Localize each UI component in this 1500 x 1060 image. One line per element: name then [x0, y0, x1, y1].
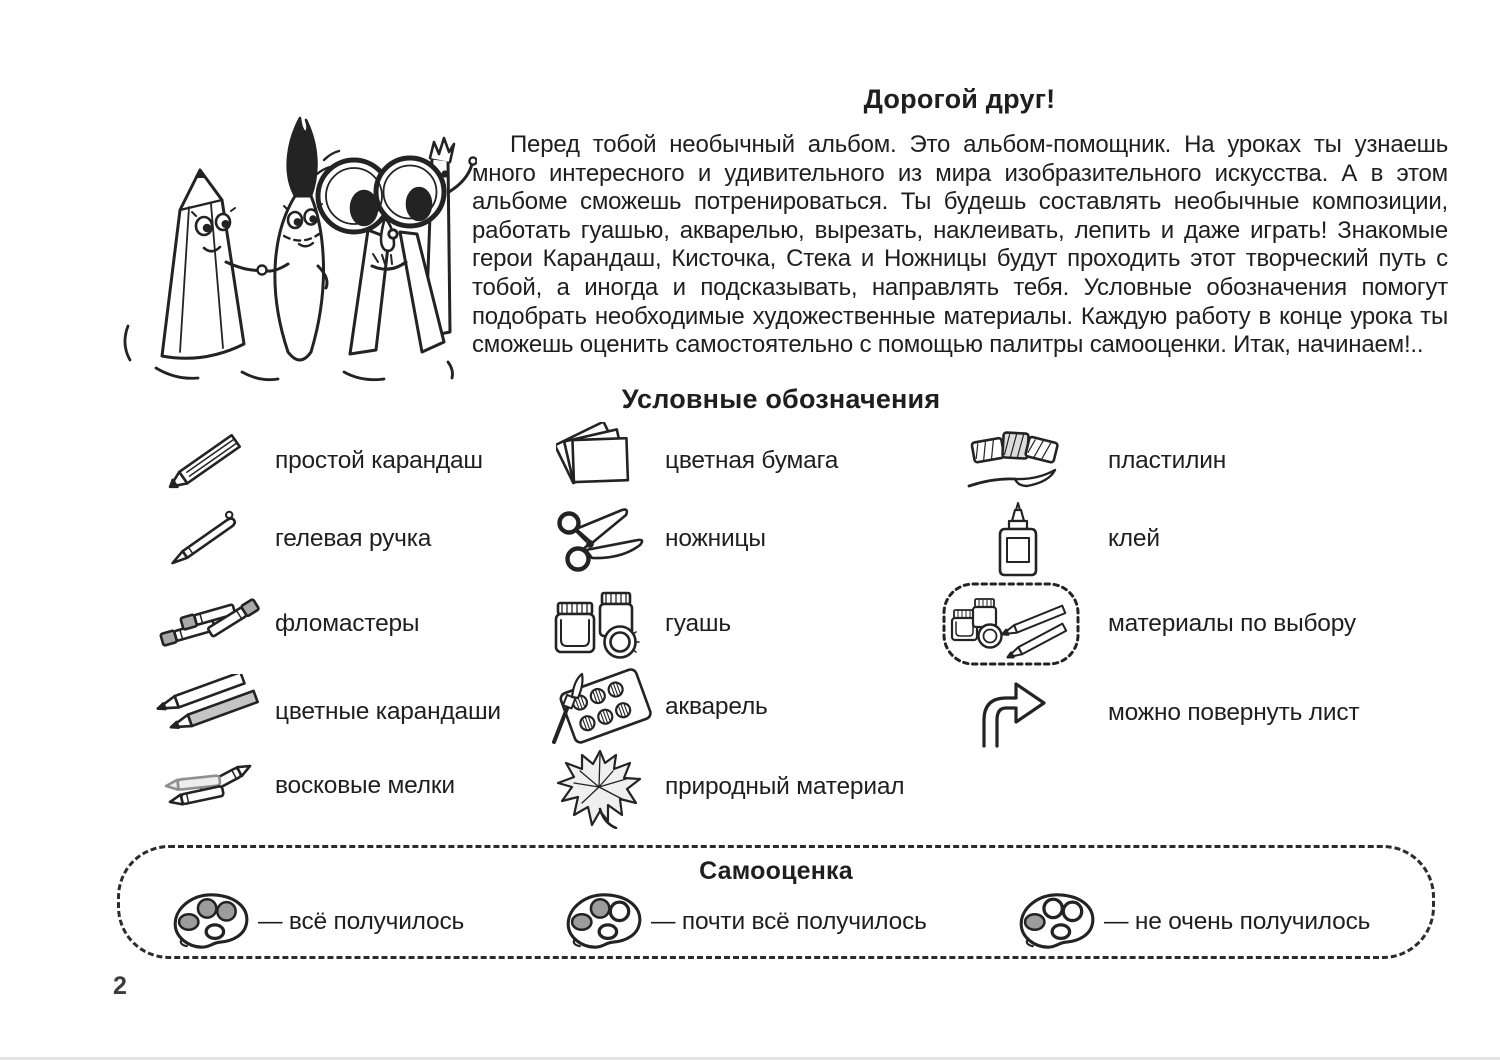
- legend-item-label: фломастеры: [275, 610, 420, 637]
- legend-item-label: материалы по выбору: [1108, 610, 1356, 637]
- legend-icon-cell: [160, 504, 255, 574]
- rotate-sheet-icon: [976, 678, 1048, 748]
- self-assessment-label: — почти всё получилось: [651, 908, 927, 935]
- colored-paper-icon: [556, 422, 644, 500]
- legend-icon-cell: [152, 752, 262, 820]
- brush-character: [258, 118, 328, 360]
- legend-icon-cell: [992, 500, 1044, 578]
- legend-icon-cell: [552, 745, 647, 829]
- legend-icon-cell: [152, 584, 264, 664]
- legend-icon-cell: [160, 425, 255, 497]
- legend-icon-cell: [941, 580, 1081, 668]
- legend-item-label: акварель: [665, 693, 768, 720]
- legend-icon-cell: [556, 422, 644, 500]
- legend-icon-cell: [548, 668, 653, 746]
- legend-icon-cell: [148, 674, 266, 750]
- characters-illustration-drawing: [92, 78, 477, 386]
- markers-icon: [152, 584, 264, 664]
- legend-item-label: простой карандаш: [275, 447, 483, 474]
- pencil-icon: [160, 425, 255, 497]
- legend-item-label: цветные карандаши: [275, 698, 501, 725]
- characters-illustration: [92, 78, 477, 386]
- legend-item-label: цветная бумага: [665, 447, 839, 474]
- self-assessment-title: Самооценка: [699, 857, 853, 885]
- legend-icon-cell: [552, 503, 648, 575]
- plasticine-icon: [965, 424, 1061, 498]
- legend-icon-cell: [550, 588, 650, 660]
- materials-choice-icon: [941, 580, 1081, 668]
- pencil-character: [162, 170, 262, 358]
- scissors-character: [317, 151, 444, 354]
- legend-title: Условные обозначения: [621, 384, 941, 414]
- self-assessment-label: — всё получилось: [258, 908, 465, 935]
- self-assessment-item: [170, 892, 252, 952]
- legend-item-label: гелевая ручка: [275, 525, 432, 552]
- self-assessment-item: [1016, 892, 1098, 952]
- scissors-icon: [552, 503, 648, 575]
- palette-icon: [563, 892, 645, 952]
- self-assessment-label: — не очень получилось: [1104, 908, 1371, 935]
- palette-icon: [1016, 892, 1098, 952]
- legend-item-label: клей: [1108, 525, 1160, 552]
- legend-item-label: природный материал: [665, 773, 905, 800]
- legend-item-label: ножницы: [665, 525, 766, 552]
- legend-item-label: восковые мелки: [275, 772, 455, 799]
- legend-item-label: пластилин: [1108, 447, 1227, 474]
- page-number: 2: [113, 972, 127, 1000]
- gel-pen-icon: [160, 504, 255, 574]
- legend-icon-cell: [976, 678, 1048, 748]
- legend-icon-cell: [965, 424, 1061, 498]
- colored-pencils-icon: [148, 674, 266, 750]
- watercolor-icon: [548, 668, 653, 746]
- natural-material-icon: [552, 745, 647, 829]
- intro-paragraph: Перед тобой необычный альбом. Это альбом-помощник. На уроках ты узнаешь много интересного и удивительного из мира изобразительного искусства. А в этом альбоме сможешь потренироваться. Ты будешь составлять необычные композиции, работать гуашью, акварелью, вырезать, наклеивать, лепить и даже играть! Знакомые герои Карандаш, Кисточка, Стека и Ножницы будут проходить этот творческий путь с тобой, а иногда и подсказывать, направлять тебя. Условные обозначения помогут подобрать необходимые художественные материалы. Каждую работу в конце урока ты сможешь оценить самостоятельно с помощью палитры самооценки. Итак, начинаем!..: [472, 131, 1448, 359]
- glue-icon: [992, 500, 1044, 578]
- legend-item-label: можно повернуть лист: [1108, 699, 1360, 726]
- legend-item-label: гуашь: [665, 610, 731, 637]
- wax-crayons-icon: [152, 752, 262, 820]
- page-title: Дорогой друг!: [863, 84, 1056, 114]
- gouache-icon: [550, 588, 650, 660]
- palette-icon: [170, 892, 252, 952]
- self-assessment-item: [563, 892, 645, 952]
